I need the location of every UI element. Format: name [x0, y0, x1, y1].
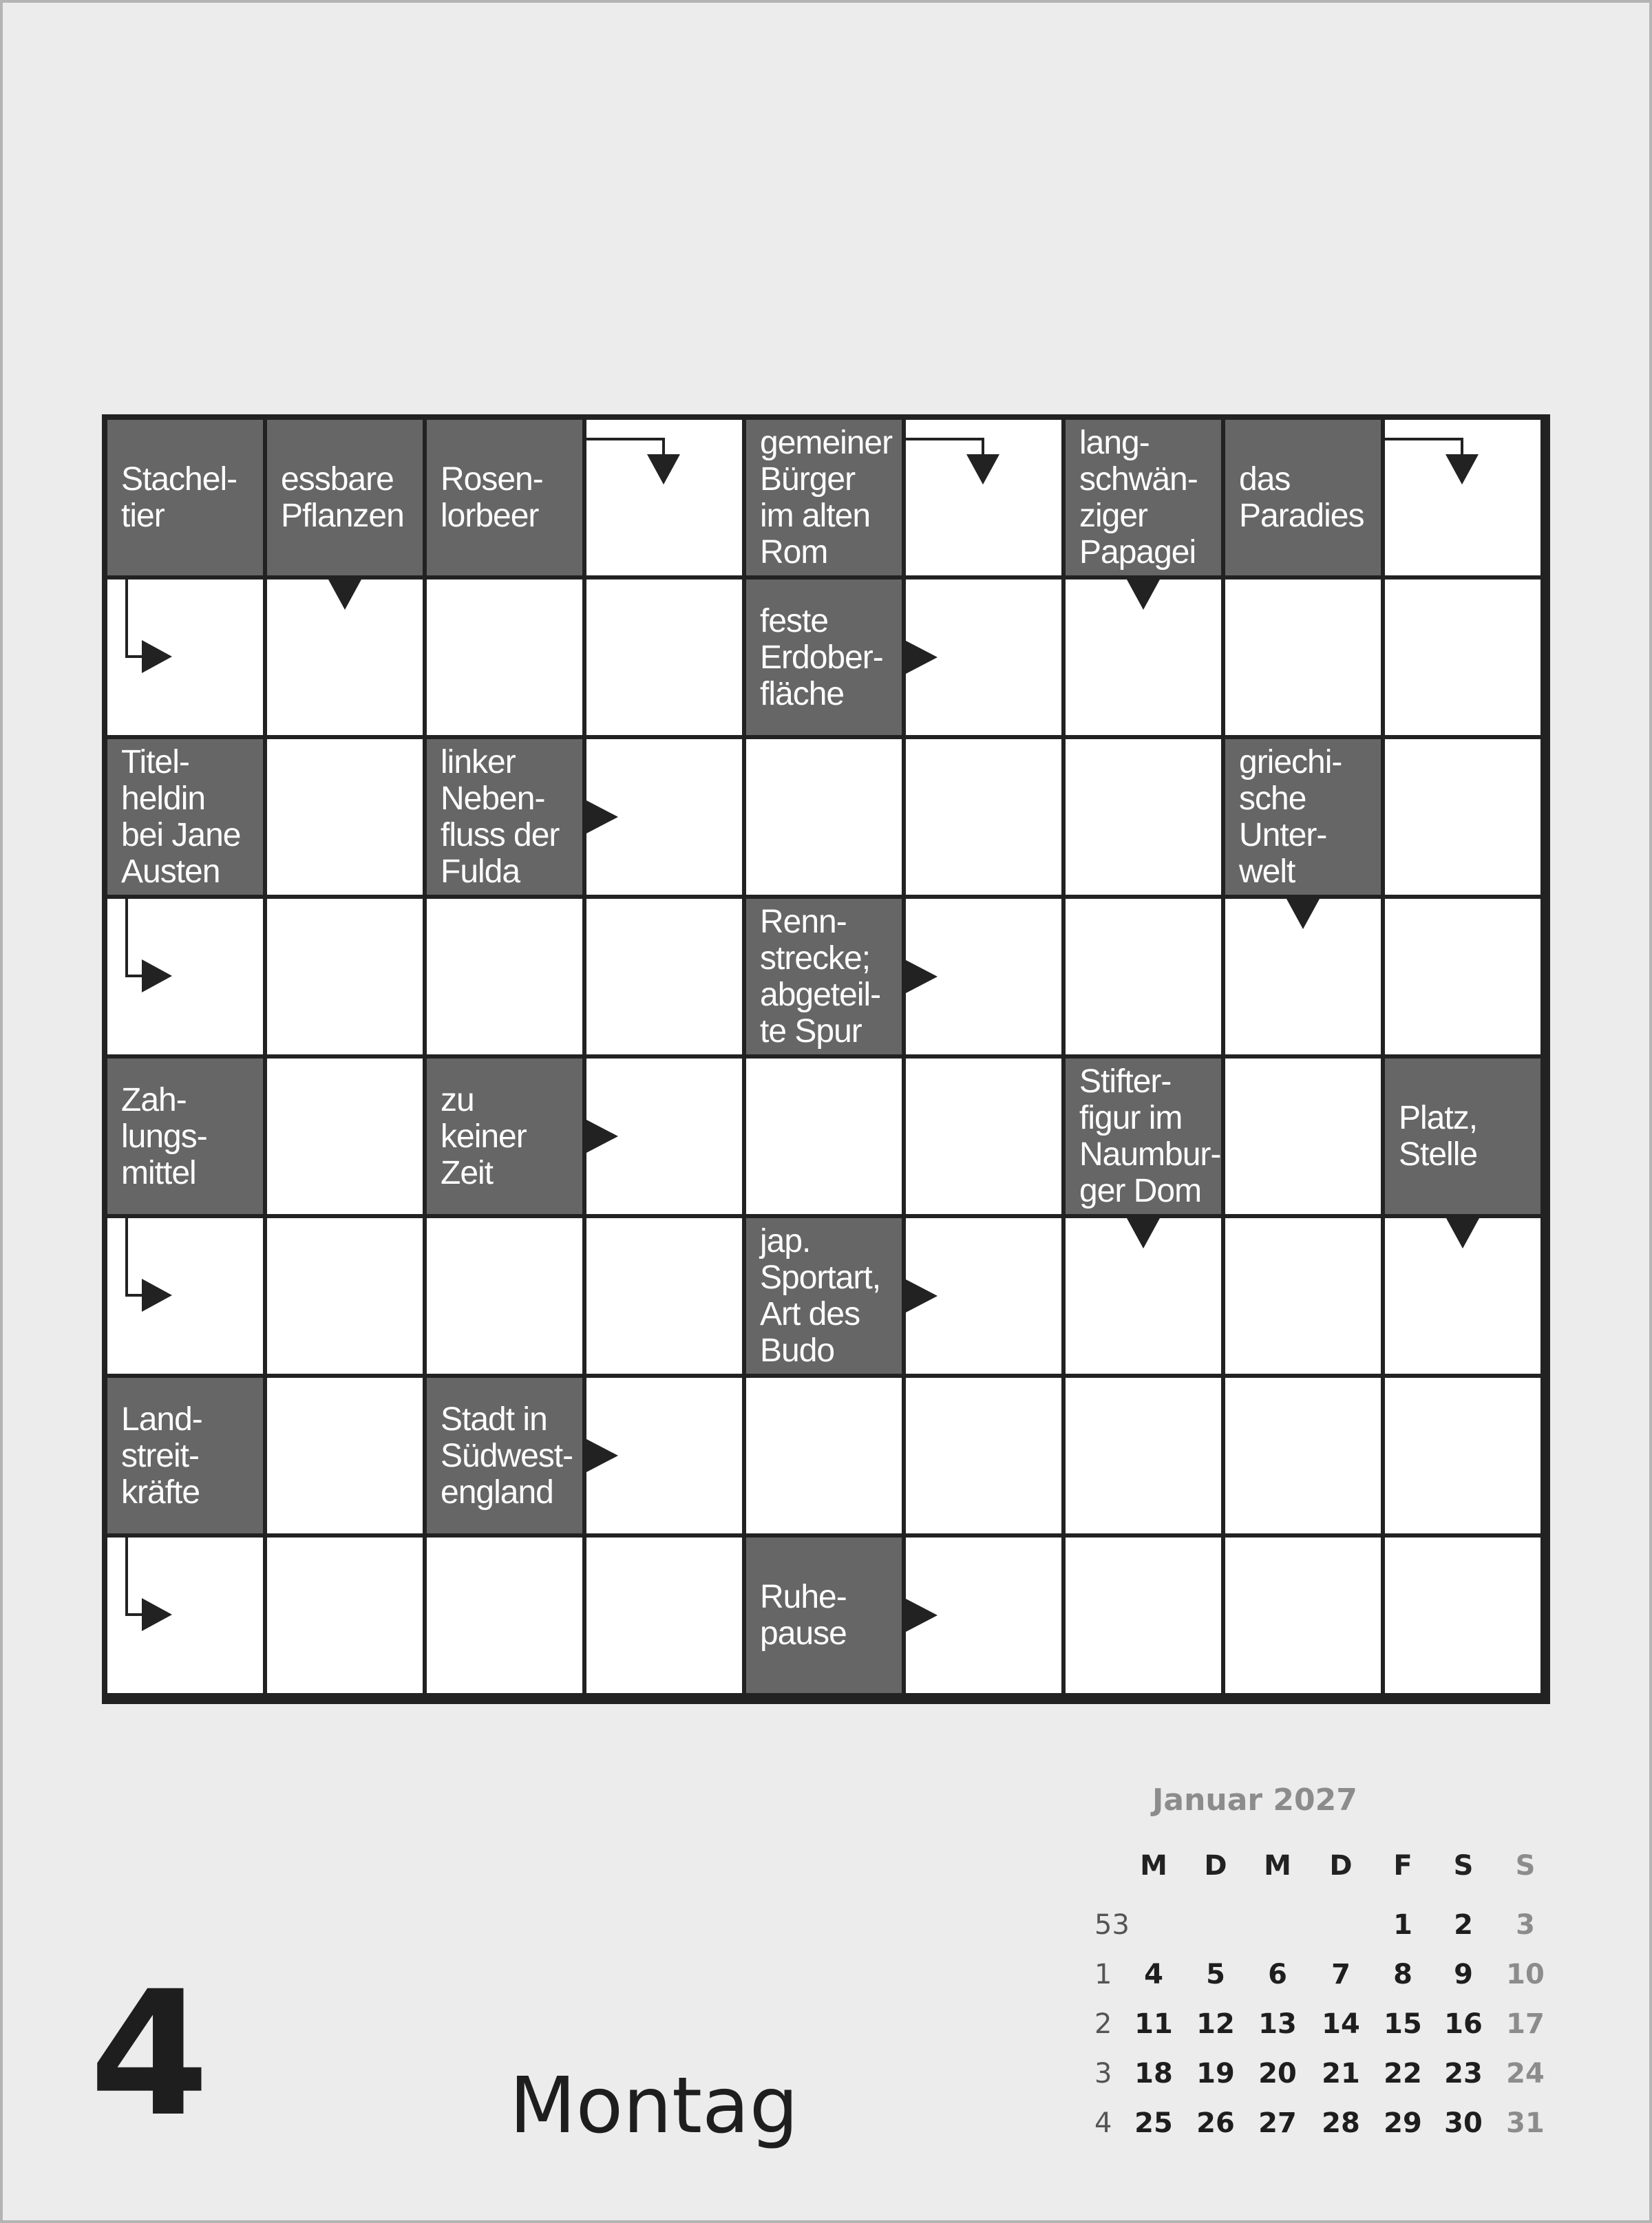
clue-text: zu keiner Zeit — [441, 1081, 527, 1191]
arrow-right-icon — [586, 800, 618, 833]
calendar-day: 24 — [1506, 2058, 1545, 2089]
clue-text: Stifter- figur im Naumbur- ger Dom — [1079, 1063, 1221, 1209]
answer-cell[interactable] — [267, 739, 423, 895]
clue-cell — [107, 420, 263, 575]
arrow-elbow-right-down-icon — [586, 420, 690, 489]
answer-cell[interactable] — [267, 579, 423, 735]
answer-cell[interactable] — [586, 420, 742, 575]
answer-cell[interactable] — [1385, 1538, 1540, 1693]
answer-cell[interactable] — [586, 1378, 742, 1533]
clue-cell — [746, 899, 902, 1054]
answer-cell[interactable] — [906, 899, 1061, 1054]
calendar-day: 8 — [1393, 1959, 1412, 1990]
clue-text: das Paradies — [1239, 461, 1364, 534]
answer-cell[interactable] — [1385, 1218, 1540, 1374]
clue-text: lang- schwän- ziger Papagei — [1079, 425, 1198, 571]
arrow-down-icon — [1286, 899, 1320, 929]
answer-cell[interactable] — [586, 1218, 742, 1374]
calendar-day: 10 — [1506, 1959, 1545, 1990]
answer-cell[interactable] — [1066, 899, 1221, 1054]
clue-text: Stadt in Südwest- england — [441, 1401, 573, 1511]
clue-cell — [746, 579, 902, 735]
calendar-day: 18 — [1134, 2058, 1173, 2089]
arrow-down-icon — [328, 579, 361, 610]
clue-text: Zah- lungs- mittel — [121, 1081, 207, 1191]
calendar-week-number: 2 — [1094, 2008, 1112, 2040]
crossword-grid — [102, 414, 1550, 1704]
answer-cell[interactable] — [746, 1059, 902, 1214]
calendar-day: 11 — [1134, 2008, 1173, 2040]
calendar-day: 23 — [1444, 2058, 1483, 2089]
day-number: 4 — [89, 1954, 202, 2154]
clue-cell — [1225, 739, 1381, 895]
calendar-day: 28 — [1322, 2107, 1360, 2139]
clue-text: Land- streit- kräfte — [121, 1401, 202, 1511]
calendar-day: 9 — [1454, 1959, 1473, 1990]
answer-cell[interactable] — [1066, 739, 1221, 895]
arrow-right-icon — [586, 1439, 618, 1472]
clue-cell — [107, 739, 263, 895]
answer-cell[interactable] — [586, 1059, 742, 1214]
clue-text: jap. Sportart, Art des Budo — [760, 1223, 881, 1369]
clue-cell — [107, 1378, 263, 1533]
calendar-weekday-header: M — [1140, 1850, 1167, 1882]
calendar-day: 25 — [1134, 2107, 1173, 2139]
clue-cell — [107, 1059, 263, 1214]
calendar-weekday-header: D — [1204, 1850, 1227, 1882]
answer-cell[interactable] — [427, 899, 582, 1054]
clue-text: Rosen- lorbeer — [441, 461, 543, 534]
calendar-day: 30 — [1444, 2107, 1483, 2139]
answer-cell[interactable] — [906, 420, 1061, 575]
answer-cell[interactable] — [586, 899, 742, 1054]
arrow-right-icon — [906, 1279, 938, 1312]
clue-text: griechi- sche Unter- welt — [1239, 744, 1342, 890]
answer-cell[interactable] — [267, 1538, 423, 1693]
calendar-day: 13 — [1258, 2008, 1297, 2040]
answer-cell[interactable] — [1225, 1538, 1381, 1693]
answer-cell[interactable] — [427, 1218, 582, 1374]
calendar-weekday-header: S — [1453, 1850, 1474, 1882]
arrow-right-icon — [906, 1599, 938, 1632]
clue-text: Platz, Stelle — [1399, 1100, 1478, 1173]
clue-cell — [1225, 420, 1381, 575]
clue-cell — [746, 1538, 902, 1693]
clue-text: feste Erdober- fläche — [760, 602, 883, 712]
clue-text: Stachel- tier — [121, 461, 237, 534]
calendar-day: 6 — [1268, 1959, 1287, 1990]
clue-cell — [746, 1218, 902, 1374]
answer-cell[interactable] — [1385, 1378, 1540, 1533]
answer-cell[interactable] — [586, 579, 742, 735]
calendar-day: 26 — [1196, 2107, 1235, 2139]
calendar-day: 19 — [1196, 2058, 1235, 2089]
answer-cell[interactable] — [1225, 579, 1381, 735]
arrow-elbow-down-right-icon — [107, 579, 190, 676]
clue-text: Titel- heldin bei Jane Austen — [121, 744, 241, 890]
calendar-weekday-header: D — [1329, 1850, 1353, 1882]
clue-cell — [1385, 1059, 1540, 1214]
answer-cell[interactable] — [1066, 1378, 1221, 1533]
answer-cell[interactable] — [906, 579, 1061, 735]
clue-text: linker Neben- fluss der Fulda — [441, 744, 560, 890]
calendar-day: 14 — [1322, 2008, 1360, 2040]
answer-cell[interactable] — [1066, 579, 1221, 735]
clue-cell — [427, 420, 582, 575]
calendar-day: 21 — [1322, 2058, 1360, 2089]
arrow-down-icon — [1446, 1218, 1479, 1248]
answer-cell[interactable] — [586, 1538, 742, 1693]
answer-cell[interactable] — [267, 1378, 423, 1533]
answer-cell[interactable] — [427, 579, 582, 735]
weekday-label: Montag — [509, 2061, 798, 2151]
answer-cell[interactable] — [1225, 1059, 1381, 1214]
answer-cell[interactable] — [267, 1218, 423, 1374]
calendar-weekday-header: S — [1515, 1850, 1536, 1882]
calendar-day: 15 — [1384, 2008, 1422, 2040]
clue-cell — [427, 739, 582, 895]
calendar-day: 31 — [1506, 2107, 1545, 2139]
calendar-day: 2 — [1454, 1909, 1473, 1941]
answer-cell[interactable] — [107, 1538, 263, 1693]
calendar-week-number: 1 — [1094, 1959, 1112, 1990]
answer-cell[interactable] — [267, 899, 423, 1054]
arrow-elbow-down-right-icon — [107, 1538, 190, 1634]
calendar-day: 3 — [1516, 1909, 1535, 1941]
calendar-week-number: 3 — [1094, 2058, 1112, 2089]
answer-cell[interactable] — [1225, 1218, 1381, 1374]
arrow-elbow-right-down-icon — [906, 420, 1009, 489]
answer-cell[interactable] — [267, 1059, 423, 1214]
answer-cell[interactable] — [906, 739, 1061, 895]
clue-cell — [1066, 420, 1221, 575]
arrow-right-icon — [586, 1120, 618, 1153]
clue-text: essbare Pflanzen — [281, 461, 404, 534]
answer-cell[interactable] — [1385, 579, 1540, 735]
calendar-day: 7 — [1331, 1959, 1351, 1990]
clue-cell — [427, 1059, 582, 1214]
answer-cell[interactable] — [107, 899, 263, 1054]
answer-cell[interactable] — [1385, 739, 1540, 895]
calendar-day: 1 — [1393, 1909, 1412, 1941]
calendar-day: 12 — [1196, 2008, 1235, 2040]
calendar-weekday-header: F — [1393, 1850, 1412, 1882]
answer-cell[interactable] — [107, 1218, 263, 1374]
answer-cell[interactable] — [427, 1538, 582, 1693]
clue-text: Renn- strecke; abgeteil- te Spur — [760, 904, 881, 1050]
answer-cell[interactable] — [1385, 899, 1540, 1054]
calendar-day: 4 — [1144, 1959, 1163, 1990]
calendar-day: 5 — [1206, 1959, 1225, 1990]
arrow-elbow-right-down-icon — [1385, 420, 1488, 489]
answer-cell[interactable] — [1225, 1378, 1381, 1533]
clue-text: gemeiner Bürger im alten Rom — [760, 425, 893, 571]
answer-cell[interactable] — [1066, 1538, 1221, 1693]
arrow-elbow-down-right-icon — [107, 899, 190, 995]
clue-cell — [427, 1378, 582, 1533]
arrow-elbow-down-right-icon — [107, 1218, 190, 1315]
calendar-week-number: 53 — [1094, 1909, 1130, 1941]
calendar-day: 20 — [1258, 2058, 1297, 2089]
answer-cell[interactable] — [1225, 899, 1381, 1054]
calendar-day: 17 — [1506, 2008, 1545, 2040]
answer-cell[interactable] — [586, 739, 742, 895]
calendar-day: 16 — [1444, 2008, 1483, 2040]
answer-cell[interactable] — [1385, 420, 1540, 575]
answer-cell[interactable] — [1066, 1218, 1221, 1374]
calendar-day: 27 — [1258, 2107, 1297, 2139]
answer-cell[interactable] — [746, 1378, 902, 1533]
arrow-right-icon — [906, 641, 938, 674]
arrow-down-icon — [1127, 579, 1160, 610]
calendar-week-number: 4 — [1094, 2107, 1112, 2139]
arrow-down-icon — [1127, 1218, 1160, 1248]
calendar-day: 29 — [1384, 2107, 1422, 2139]
clue-cell — [1066, 1059, 1221, 1214]
clue-cell — [746, 420, 902, 575]
answer-cell[interactable] — [746, 739, 902, 895]
answer-cell[interactable] — [906, 1378, 1061, 1533]
answer-cell[interactable] — [906, 1218, 1061, 1374]
calendar-day: 22 — [1384, 2058, 1422, 2089]
calendar-title: Januar 2027 — [1152, 1783, 1357, 1818]
arrow-right-icon — [906, 960, 938, 993]
clue-text: Ruhe- pause — [760, 1579, 847, 1652]
answer-cell[interactable] — [906, 1059, 1061, 1214]
answer-cell[interactable] — [107, 579, 263, 735]
calendar-weekday-header: M — [1264, 1850, 1291, 1882]
clue-cell — [267, 420, 423, 575]
answer-cell[interactable] — [906, 1538, 1061, 1693]
